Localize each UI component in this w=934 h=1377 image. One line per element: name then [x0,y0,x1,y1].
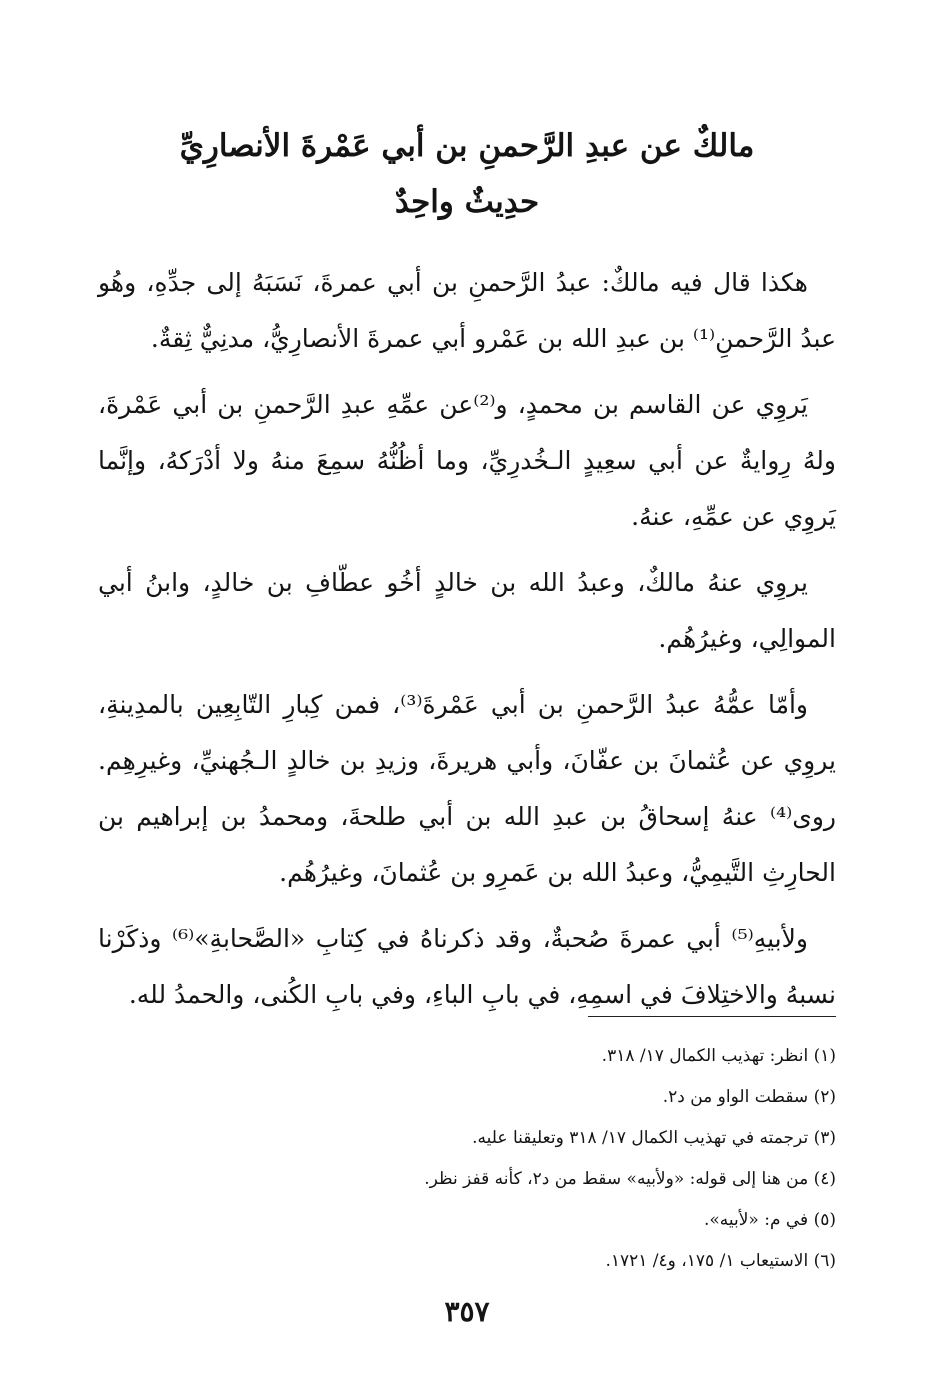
footnote: (٣) ترجمته في تهذيب الكمال ١٧/ ٣١٨ وتعليقنا عليه. [472,1128,836,1148]
main-text [98,255,836,1033]
paragraph: وأمّا عمُّهُ عبدُ الرَّحمنِ بن أبي عَمْرةَ⁽³⁾، فمن كِبارِ التّابِعِين بالمدِينةِ، يروِي عن عُثمانَ بن عفّانَ، وأبي هريرةَ، وزيدِ بن خالدٍ الـجُهنيِّ، وغيرِهِم. روى⁽⁴⁾ عنهُ إسحاقُ بن عبدِ الله بن أبي طلحةَ، ومحمدُ بن إبراهيم بن الحارِثِ التَّيمِيُّ، وعبدُ الله بن عَمرِو بن عُثمانَ، وغيرُهُم. [98,690,836,887]
footnote: (٢) سقطت الواو من د٢. [662,1087,836,1107]
footnote: (٦) الاستيعاب ١/ ١٧٥، و٤/ ١٧٢١. [605,1251,836,1271]
paragraph: هكذا قال فيه مالكٌ: عبدُ الرَّحمنِ بن أبي عمرةَ، نَسَبَهُ إلى جدِّهِ، وهُو عبدُ الرَّحمنِ⁽¹⁾ بن عبدِ الله بن عَمْرو أبي عمرةَ الأنصارِيُّ، مدنِيٌّ ثِقةٌ. [98,268,836,353]
footnote: (٤) من هنا إلى قوله: «ولأبيه» سقط من د٢، كأنه قفز نظر. [424,1169,836,1189]
footnote-divider [588,1016,836,1017]
chapter-title: مالكٌ عن عبدِ الرَّحمنِ بن أبي عَمْرةَ الأنصارِيِّ [179,128,755,164]
paragraph: يروِي عنهُ مالكٌ، وعبدُ الله بن خالدٍ أخُو عطّافِ بن خالدٍ، وابنُ أبي الموالِي، وغيرُهُم. [98,568,836,653]
chapter-subtitle: حدِيثٌ واحِدٌ [394,184,540,220]
paragraph: ولأبيهِ⁽⁵⁾ أبي عمرةَ صُحبةٌ، وقد ذكرناهُ في كِتابِ «الصَّحابةِ»⁽⁶⁾ وذكَرْنا نسبهُ والاختِلافَ في اسمِهِ، في بابِ الباءِ، وفي بابِ الكُنى، والحمدُ لله. [98,924,836,1009]
paragraph: يَروِي عن القاسم بن محمدٍ، و⁽²⁾عن عمِّهِ عبدِ الرَّحمنِ بن أبي عَمْرةَ، ولهُ رِوايةٌ عن أبي سعِيدٍ الـخُدرِيِّ، وما أظُنُّهُ سمِعَ منهُ ولا أدْرَكهُ، وإنَّما يَروِي عن عمِّهِ، عنهُ. [98,390,836,531]
footnotes [98,1036,836,1282]
footnote: (٥) في م: «لأبيه». [703,1210,836,1230]
footnote: (١) انظر: تهذيب الكمال ١٧/ ٣١٨. [601,1046,836,1066]
page-number: ٣٥٧ [444,1295,490,1328]
chapter-heading [98,118,836,230]
